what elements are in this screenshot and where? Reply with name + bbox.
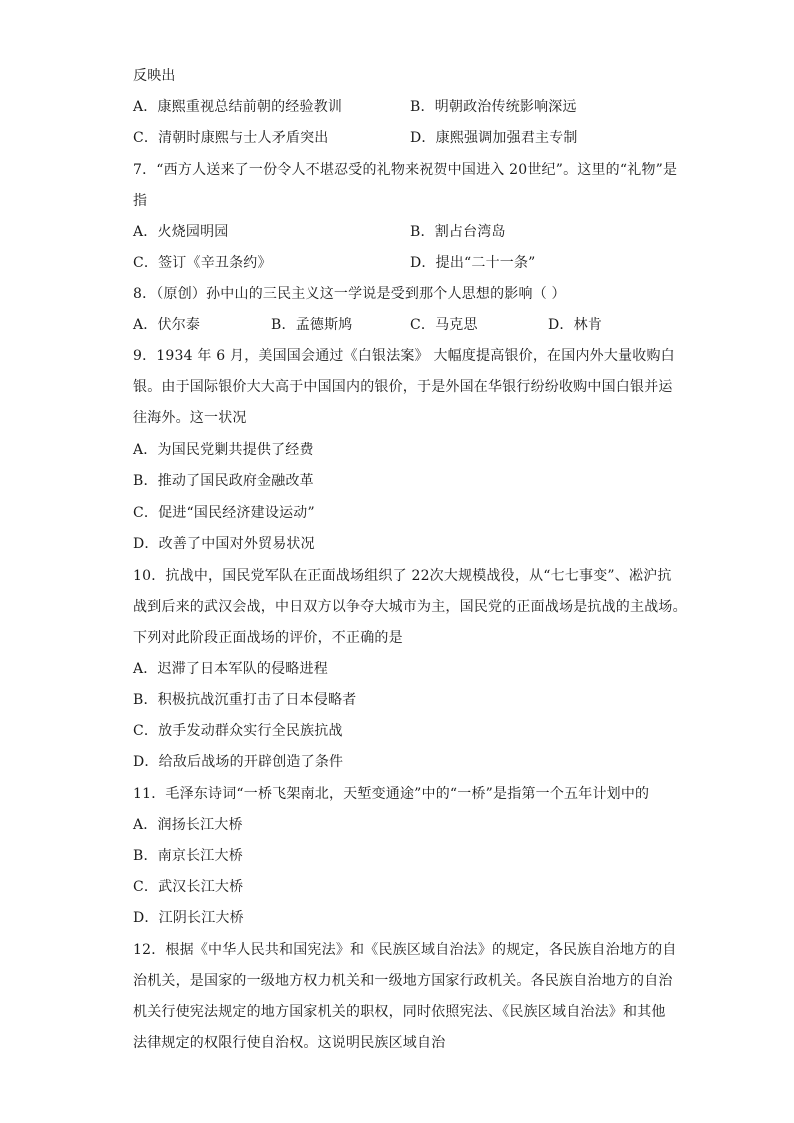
- q8-option-b: B．孟德斯鸠: [271, 317, 353, 333]
- q9-option-a: A．为国民党剿共提供了经费: [133, 442, 314, 458]
- q6-option-a: A．康熙重视总结前朝的经验教训: [133, 99, 343, 115]
- q9-option-d: D．改善了中国对外贸易状况: [133, 536, 315, 552]
- q10-option-d: D．给敌后战场的开辟创造了条件: [133, 754, 344, 770]
- q7-option-a: A．火烧园明园: [133, 224, 229, 240]
- q11-option-a: A．润扬长江大桥: [133, 817, 243, 833]
- q6-option-c: C．清朝时康熙与士人矛盾突出: [133, 130, 329, 146]
- q10-stem-line-3: 下列对此阶段正面战场的评价，不正确的是: [133, 630, 403, 646]
- q8-option-a: A．伏尔泰: [133, 317, 201, 333]
- q8-option-d: D．林肯: [548, 317, 603, 333]
- q12-stem-line-1: 12．根据《中华人民共和国宪法》和《民族区域自治法》的规定，各民族自治地方的自: [133, 942, 677, 958]
- q11-option-b: B．南京长江大桥: [133, 848, 243, 864]
- q10-option-c: C．放手发动群众实行全民族抗战: [133, 723, 343, 739]
- q7-option-b: B．割占台湾岛: [410, 224, 506, 240]
- q7-option-d: D．提出“二十一条”: [410, 255, 536, 271]
- q7-stem-line-1: 7．“西方人送来了一份令人不堪忍受的礼物来祝贺中国进入 20世纪”。这里的“礼物”是: [133, 162, 678, 178]
- q6-option-b: B．明朝政治传统影响深远: [410, 99, 577, 115]
- q9-stem-line-3: 往海外。这一状况: [133, 410, 247, 426]
- q11-stem: 11．毛泽东诗词“一桥飞架南北，天堑变通途”中的“一桥”是指第一个五年计划中的: [133, 786, 650, 802]
- q6-option-d: D．康熙强调加强君主专制: [410, 130, 578, 146]
- q9-option-b: B．推动了国民政府金融改革: [133, 473, 314, 489]
- q10-stem-line-2: 战到后来的武汉会战，中日双方以争夺大城市为主，国民党的正面战场是抗战的主战场。: [133, 599, 687, 615]
- q12-stem-line-2: 治机关，是国家的一级地方权力机关和一级地方国家行政机关。各民族自治地方的自治: [133, 973, 673, 989]
- q11-option-c: C．武汉长江大桥: [133, 879, 244, 895]
- q11-option-d: D．江阴长江大桥: [133, 910, 244, 926]
- q12-stem-line-4: 法律规定的权限行使自治权。这说明民族区域自治: [133, 1035, 446, 1051]
- q7-stem-line-2: 指: [133, 193, 148, 209]
- q8-stem: 8．（原创）孙中山的三民主义这一学说是受到那个人思想的影响（ ）: [133, 286, 566, 302]
- q9-option-c: C．促进“国民经济建设运动”: [133, 505, 315, 521]
- q12-stem-line-3: 机关行使宪法规定的地方国家机关的职权，同时依照宪法、《民族区域自治法》和其他: [133, 1004, 666, 1020]
- q6-stem-continuation: 反映出: [133, 68, 176, 84]
- q9-stem-line-1: 9．1934 年 6 月，美国国会通过《白银法案》 大幅度提高银价，在国内外大量收购白: [133, 348, 675, 364]
- q10-stem-line-1: 10．抗战中，国民党军队在正面战场组织了 22次大规模战役，从“七七事变”、凇沪抗: [133, 568, 672, 584]
- q10-option-a: A．迟滞了日本军队的侵略进程: [133, 661, 328, 677]
- q7-option-c: C．签订《辛丑条约》: [133, 255, 272, 271]
- q9-stem-line-2: 银。由于国际银价大大高于中国国内的银价，于是外国在华银行纷纷收购中国白银并运: [133, 379, 673, 395]
- q10-option-b: B．积极抗战沉重打击了日本侵略者: [133, 692, 357, 708]
- q8-option-c: C．马克思: [410, 317, 478, 333]
